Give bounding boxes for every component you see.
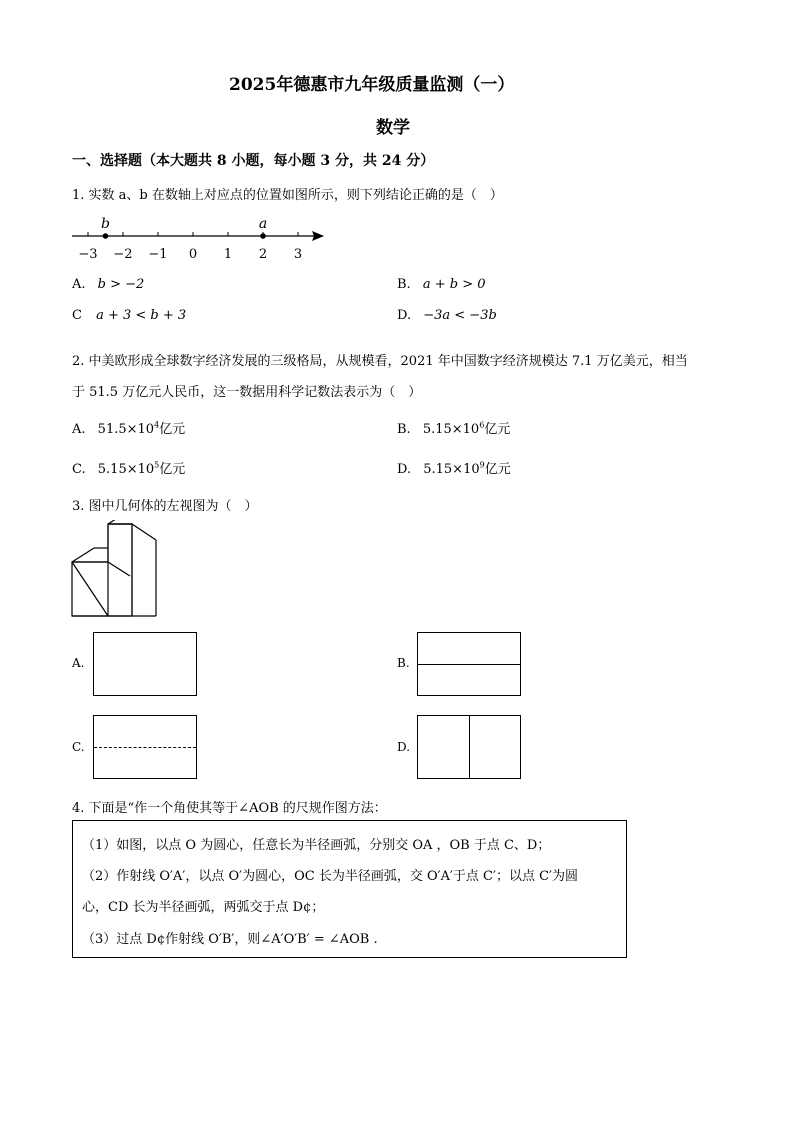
option-base: 51.5×10	[97, 422, 155, 437]
number-line-figure	[70, 210, 330, 260]
option-exponent: 5	[154, 460, 160, 470]
option-letter: A.	[72, 422, 86, 437]
question-4-stem: 4. 下面是“作一个角使其等于∠AOB 的尺规作图方法：	[72, 801, 387, 816]
method-step: （3）过点 D¢作射线 O′B′，则∠A′O′B′ = ∠AOB .	[82, 932, 378, 947]
option-unit: 亿元	[484, 462, 511, 477]
number-line-tick-label: 2	[258, 247, 268, 260]
subject-title: 数学	[376, 118, 410, 138]
number-line-tick-label: 1	[223, 247, 233, 260]
q3-option-a-view[interactable]	[93, 632, 197, 696]
option-text: a + 3 < b + 3	[96, 308, 187, 323]
section-heading: 一、选择题（本大题共 8 小题，每小题 3 分，共 24 分）	[72, 153, 435, 169]
q3-option-d-view[interactable]	[417, 715, 521, 779]
point-a-marker	[260, 233, 266, 239]
option-exponent: 4	[154, 420, 160, 430]
option-letter: B.	[397, 422, 411, 437]
option-text: −3a < −3b	[423, 308, 497, 323]
point-b-marker	[103, 233, 109, 239]
solid-divider-line	[418, 664, 520, 665]
option-letter: C	[72, 308, 82, 323]
option-text: b > −2	[97, 277, 145, 292]
point-a-label: a	[258, 216, 268, 232]
option-letter: B.	[397, 277, 411, 292]
option-base: 5.15×10	[423, 462, 480, 477]
question-3-stem: 3. 图中几何体的左视图为（ ）	[72, 499, 258, 514]
q2-option-d[interactable]	[397, 458, 511, 477]
q1-option-b[interactable]	[397, 277, 486, 292]
method-step: 心，CD 长为半径画弧，两弧交于点 D¢；	[82, 900, 325, 915]
number-line-tick-label: 3	[293, 247, 303, 260]
q1-option-c[interactable]	[72, 308, 186, 323]
q3-option-b-letter[interactable]: B.	[397, 656, 410, 670]
q1-option-a[interactable]	[72, 277, 144, 292]
number-line-tick-label: −3	[78, 247, 98, 260]
question-2-stem-line1: 2. 中美欧形成全球数字经济发展的三级格局，从规模看，2021 年中国数字经济规模达 7.1 万亿美元，相当	[72, 354, 688, 369]
vertical-divider-line	[469, 716, 470, 778]
option-unit: 亿元	[159, 462, 186, 477]
q3-option-c-letter[interactable]: C.	[72, 740, 85, 754]
option-base: 5.15×10	[422, 422, 480, 437]
dashed-divider-line	[94, 747, 196, 748]
q3-option-d-letter[interactable]: D.	[397, 740, 411, 754]
q3-option-a-letter[interactable]: A.	[72, 656, 85, 670]
number-line-tick-label: 0	[188, 247, 198, 260]
method-step: （1）如图，以点 O 为圆心，任意长为半径画弧，分别交 OA ，OB 于点 C、D；	[82, 838, 551, 853]
option-letter: C.	[72, 462, 86, 477]
option-text: a + b > 0	[422, 277, 486, 292]
option-letter: A.	[72, 277, 86, 292]
q2-option-a[interactable]	[72, 418, 185, 437]
q3-option-b-view[interactable]	[417, 632, 521, 696]
option-exponent: 6	[479, 420, 485, 430]
point-b-label: b	[101, 216, 110, 232]
q2-option-c[interactable]	[72, 458, 185, 477]
q2-option-b[interactable]	[397, 418, 510, 437]
method-step: （2）作射线 O′A′，以点 O′为圆心，OC 长为半径画弧，交 O′A′于点 C′；以点 C′为圆	[82, 869, 578, 884]
q3-option-c-view[interactable]	[93, 715, 197, 779]
option-letter: D.	[397, 308, 412, 323]
option-letter: D.	[397, 462, 412, 477]
option-unit: 亿元	[159, 422, 186, 437]
question-1-stem: 1. 实数 a、b 在数轴上对应点的位置如图所示，则下列结论正确的是（ ）	[72, 188, 503, 203]
number-line-tick-label: −2	[113, 247, 133, 260]
option-unit: 亿元	[484, 422, 511, 437]
q1-option-d[interactable]	[397, 308, 497, 323]
number-line-tick-label: −1	[148, 247, 168, 260]
option-exponent: 9	[479, 460, 485, 470]
question-2-stem-line2: 于 51.5 万亿元人民币，这一数据用科学记数法表示为（ ）	[72, 385, 422, 400]
option-base: 5.15×10	[97, 462, 155, 477]
page-title: 2025年德惠市九年级质量监测（一）	[229, 75, 515, 95]
solid-figure	[70, 520, 170, 620]
